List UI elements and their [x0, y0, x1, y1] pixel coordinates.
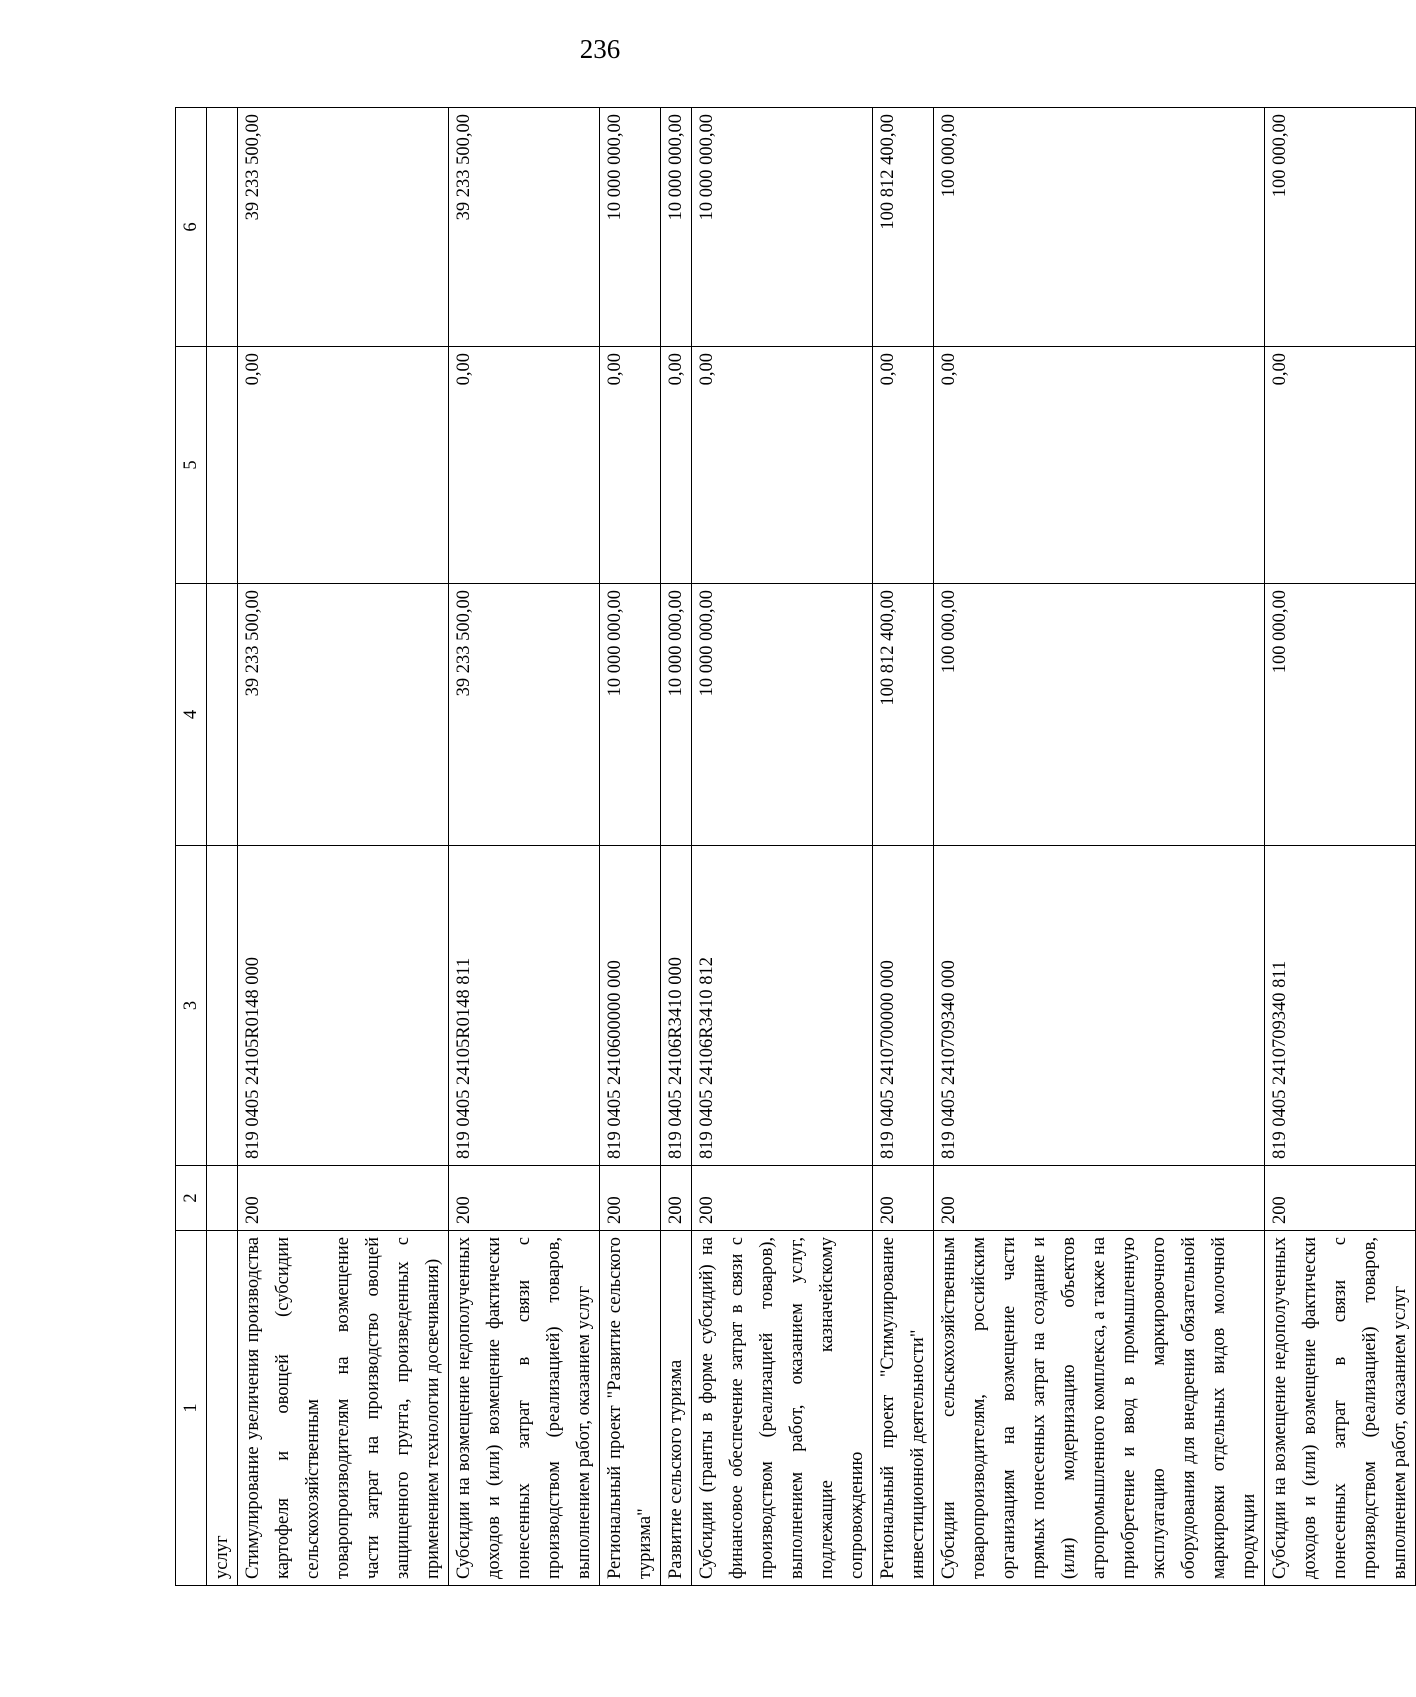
row-code3: 819 0405 24106R3410 812 [692, 846, 873, 1166]
row-col5: 0,00 [449, 347, 600, 584]
row-col6: 10 000 000,00 [661, 108, 692, 347]
continuation-text: услуг [207, 1231, 238, 1586]
header-cell: 2 [176, 1166, 207, 1231]
row-col6: 100 000,00 [1265, 108, 1416, 347]
header-cell: 5 [176, 347, 207, 584]
row-col4: 100 812 400,00 [873, 584, 934, 846]
row-col4: 10 000 000,00 [692, 584, 873, 846]
row-col6: 10 000 000,00 [692, 108, 873, 347]
header-cell: 4 [176, 584, 207, 846]
row-code3: 819 0405 2410709340 811 [1265, 846, 1416, 1166]
header-cell: 6 [176, 108, 207, 347]
row-code2: 200 [1265, 1166, 1416, 1231]
row-col6: 100 812 400,00 [873, 108, 934, 347]
row-description: Субсидии (гранты в форме субсидий) на финансовое обеспечение затрат в связи с производством (реализацией товаров), выполнением работ, оказанием услуг, подлежащие казначейскому сопровождению [692, 1231, 873, 1586]
row-col4: 100 000,00 [934, 584, 1265, 846]
continuation-row [207, 108, 238, 1586]
row-code2: 200 [873, 1166, 934, 1231]
table-row [449, 108, 600, 1586]
row-col6: 100 000,00 [934, 108, 1265, 347]
row-col5: 0,00 [600, 347, 661, 584]
rotated-table-container [175, 108, 1410, 1586]
row-code3: 819 0405 24106R3410 000 [661, 846, 692, 1166]
row-col5: 0,00 [661, 347, 692, 584]
budget-table [175, 107, 1416, 1586]
row-code3: 819 0405 2410700000 000 [873, 846, 934, 1166]
row-col4: 39 233 500,00 [238, 584, 449, 846]
row-description: Развитие сельского туризма [661, 1231, 692, 1586]
row-description: Региональный проект "Стимулирование инвестиционной деятельности" [873, 1231, 934, 1586]
table-header-row [176, 108, 207, 1586]
row-col6: 10 000 000,00 [600, 108, 661, 347]
row-code2: 200 [238, 1166, 449, 1231]
row-code2: 200 [600, 1166, 661, 1231]
row-code3: 819 0405 2410600000 000 [600, 846, 661, 1166]
header-cell: 1 [176, 1231, 207, 1586]
row-col5: 0,00 [934, 347, 1265, 584]
row-code2: 200 [449, 1166, 600, 1231]
row-description: Субсидии на возмещение недополученных доходов и (или) возмещение фактически понесенных затрат в связи с производством (реализацией) товаров, выполнением работ, оказанием услуг [449, 1231, 600, 1586]
table-row [661, 108, 692, 1586]
row-col4: 100 000,00 [1265, 584, 1416, 846]
row-col5: 0,00 [238, 347, 449, 584]
row-description: Субсидии на возмещение недополученных доходов и (или) возмещение фактически понесенных затрат в связи с производством (реализацией) товаров, выполнением работ, оказанием услуг [1265, 1231, 1416, 1586]
row-code3: 819 0405 2410709340 000 [934, 846, 1265, 1166]
row-col5: 0,00 [692, 347, 873, 584]
table-row [873, 108, 934, 1586]
table-row [238, 108, 449, 1586]
row-col4: 39 233 500,00 [449, 584, 600, 846]
row-col4: 10 000 000,00 [600, 584, 661, 846]
row-col6: 39 233 500,00 [449, 108, 600, 347]
page-number: 236 [579, 34, 621, 64]
row-col6: 39 233 500,00 [238, 108, 449, 347]
row-description: Субсидии сельскохозяйственным товаропроизводителям, российским организациям на возмещение части прямых понесенных затрат на создание и (или) модернизацию объектов агропромышленного комплекса, а также на приобретение и ввод в промышленную эксплуатацию маркировочного оборудования для внедрения обязательной маркировки отдельных видов молочной продукции [934, 1231, 1265, 1586]
row-code2: 200 [692, 1166, 873, 1231]
row-code3: 819 0405 24105R0148 000 [238, 846, 449, 1166]
table-row [934, 108, 1265, 1586]
table-row [692, 108, 873, 1586]
row-col5: 0,00 [1265, 347, 1416, 584]
table-row [1265, 108, 1416, 1586]
table-row [600, 108, 661, 1586]
row-description: Региональный проект "Развитие сельского туризма" [600, 1231, 661, 1586]
row-code3: 819 0405 24105R0148 811 [449, 846, 600, 1166]
row-col4: 10 000 000,00 [661, 584, 692, 846]
row-code2: 200 [934, 1166, 1265, 1231]
row-description: Стимулирование увеличения производства картофеля и овощей (субсидии сельскохозяйственным товаропроизводителям на возмещение части затрат на производство овощей защищенного грунта, произведенных с применением технологии досвечивания) [238, 1231, 449, 1586]
row-col5: 0,00 [873, 347, 934, 584]
header-cell: 3 [176, 846, 207, 1166]
row-code2: 200 [661, 1166, 692, 1231]
